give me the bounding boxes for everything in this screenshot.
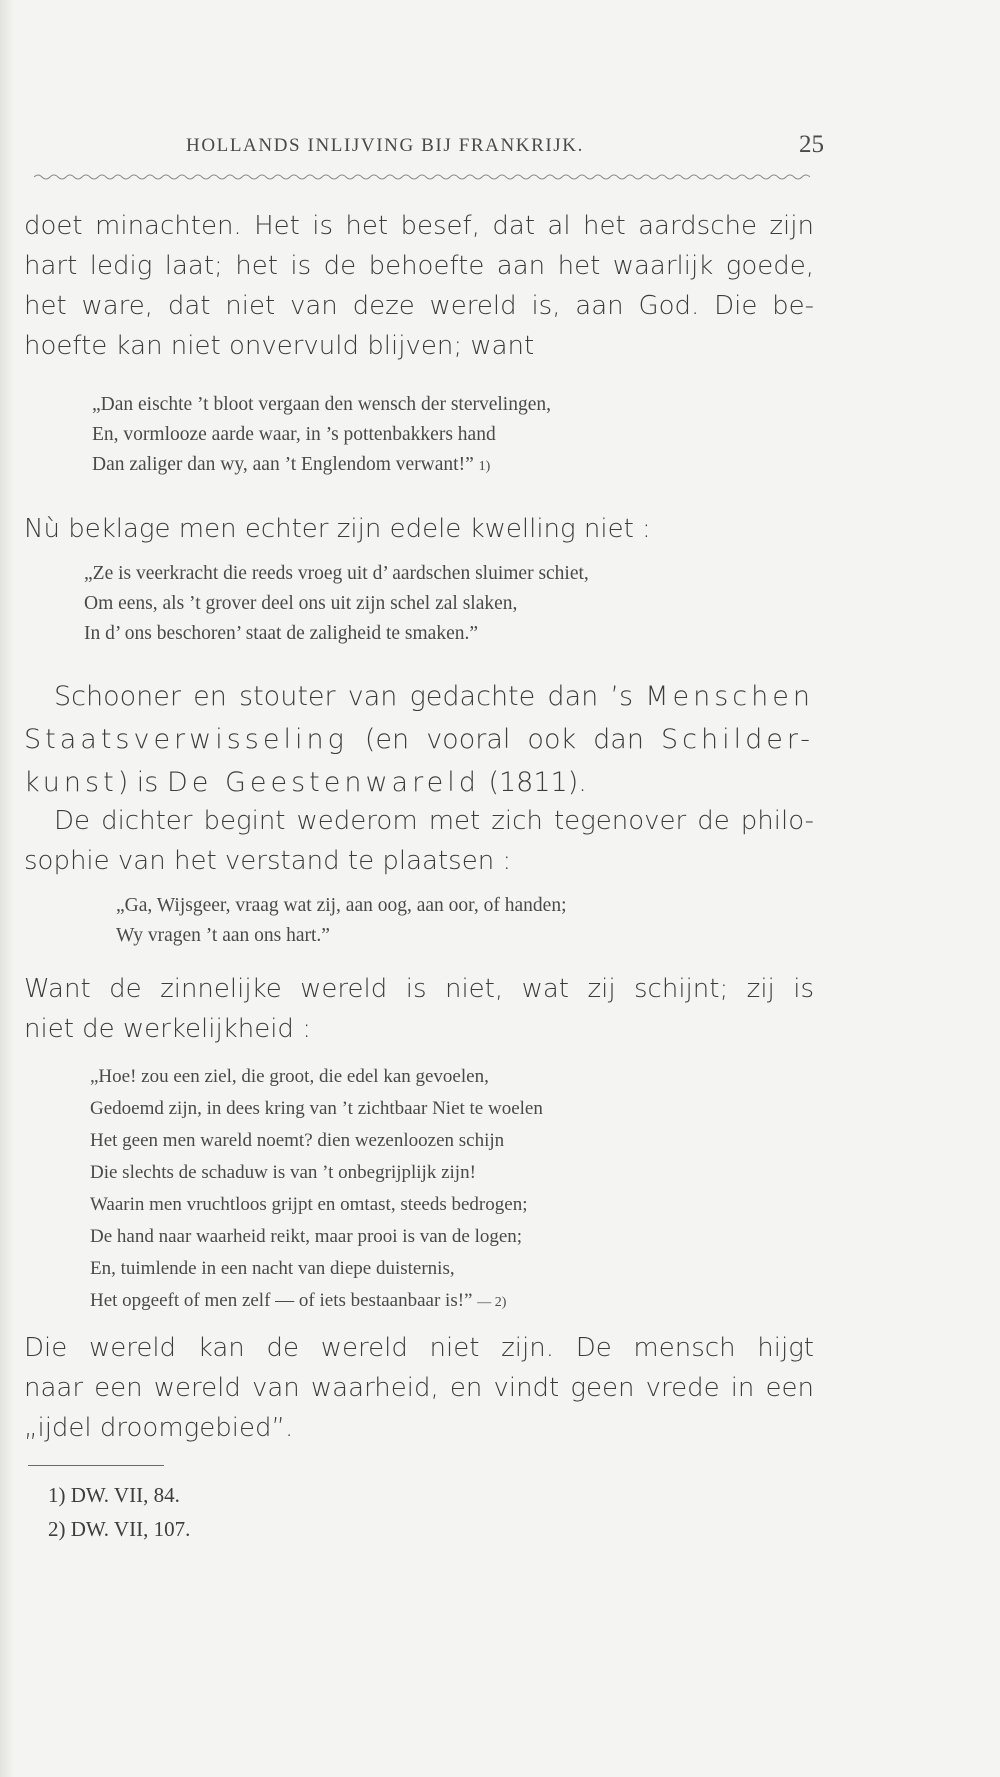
verse-line — [90, 1285, 543, 1319]
verse-line: In d’ ons beschoren’ staat de zaligheid te smaken.” — [84, 623, 478, 644]
verse-line: „Dan eischte ’t bloot vergaan den wensch der stervelingen, — [92, 394, 551, 415]
paragraph-1 — [24, 206, 814, 366]
verse-2 — [84, 559, 589, 649]
footnote-divider — [28, 1465, 164, 1466]
page-number: 25 — [799, 131, 824, 158]
verse-line: En, tuimlende in een nacht van diepe duisternis, — [90, 1258, 455, 1279]
text-line: Die wereld kan de wereld niet zijn. De mensch hijgt — [24, 1333, 814, 1363]
verse-line: Om eens, als ’t grover deel ons uit zijn schel zal slaken, — [84, 593, 518, 614]
text-run: Schooner en stouter van gedachte dan ’s — [54, 681, 646, 712]
title-geestenwareld: De Geestenwareld — [166, 767, 480, 798]
text-run: ) is — [117, 767, 167, 798]
text-line: naar een wereld van waarheid, en vindt geen vrede in een — [24, 1373, 814, 1403]
title-menschen: Menschen — [645, 681, 814, 712]
title-staatsverwisseling: Staatsverwisseling — [24, 724, 348, 755]
paragraph-5 — [24, 969, 814, 1049]
text-line: hoefte kan niet onvervuld blijven; want — [24, 331, 535, 361]
paragraph-2 — [24, 509, 724, 549]
page-header — [186, 131, 832, 161]
verse-3 — [116, 891, 567, 951]
text-run: (en vooral ook dan — [347, 724, 662, 755]
verse-line: Het geen men wareld noemt? dien wezenloozen schijn — [90, 1130, 505, 1151]
footnote-ref-2: — 2) — [477, 1295, 507, 1310]
verse-line: „Hoe! zou een ziel, die groot, die edel kan gevoelen, — [90, 1066, 489, 1087]
text-line: „ijdel droomgebied”. — [24, 1413, 294, 1443]
text-line — [24, 675, 814, 718]
text-line: Want de zinnelijke wereld is niet, wat zij schijnt; zij is — [24, 974, 814, 1004]
verse-4 — [90, 1061, 543, 1319]
footnote-2: 2) DW. VII, 107. — [48, 1517, 191, 1541]
text-line: doet minachten. Het is het besef, dat al het aardsche zijn — [24, 211, 814, 241]
header-ornamental-rule — [34, 172, 810, 182]
running-head: HOLLANDS INLIJVING BIJ FRANKRIJK. — [186, 135, 584, 156]
verse-line: En, vormlooze aarde waar, in ’s pottenbakkers hand — [92, 424, 496, 445]
text-line: Nù beklage men echter zijn edele kwelling niet : — [24, 514, 651, 544]
verse-line: „Ga, Wijsgeer, vraag wat zij, aan oog, aan oor, of handen; — [116, 895, 567, 916]
footnote-1: 1) DW. VII, 84. — [48, 1483, 180, 1507]
title-schilderkunst-part2: kunst — [24, 767, 118, 798]
verse-line-text: Het opgeeft of men zelf — of iets bestaanbaar is!” — [90, 1290, 473, 1311]
text-line: De dichter begint wederom met zich tegenover de philo- — [54, 806, 814, 836]
verse-line: Waarin men vruchtloos grijpt en omtast, steeds bedrogen; — [90, 1194, 528, 1215]
page-gutter-shadow — [0, 0, 14, 1777]
verse-line: Gedoemd zijn, in dees kring van ’t zichtbaar Niet te woelen — [90, 1098, 543, 1119]
paragraph-4 — [24, 801, 814, 881]
paragraph-3 — [24, 675, 814, 804]
text-line: sophie van het verstand te plaatsen : — [24, 846, 512, 876]
paragraph-6 — [24, 1328, 814, 1448]
verse-line: Die slechts de schaduw is van ’t onbegrijplijk zijn! — [90, 1162, 476, 1183]
verse-line — [92, 450, 551, 482]
title-schilderkunst-part1: Schilder- — [661, 724, 814, 755]
text-line: hart ledig laat; het is de behoefte aan het waarlijk goede, — [24, 251, 814, 281]
verse-line: De hand naar waarheid reikt, maar prooi is van de logen; — [90, 1226, 523, 1247]
text-line: niet de werkelijkheid : — [24, 1014, 311, 1044]
verse-line-text: Dan zaliger dan wy, aan ’t Englendom verwant!” — [92, 454, 474, 475]
verse-1 — [92, 390, 551, 482]
footnotes — [48, 1478, 190, 1546]
text-run: (1811). — [479, 767, 587, 798]
footnote-ref-1: 1) — [478, 459, 491, 474]
verse-line: Wy vragen ’t aan ons hart.” — [116, 925, 330, 946]
text-line — [24, 761, 814, 804]
text-line — [24, 718, 814, 761]
text-line: het ware, dat niet van deze wereld is, aan God. Die be- — [24, 291, 814, 321]
verse-line: „Ze is veerkracht die reeds vroeg uit d’ aardschen sluimer schiet, — [84, 563, 589, 584]
